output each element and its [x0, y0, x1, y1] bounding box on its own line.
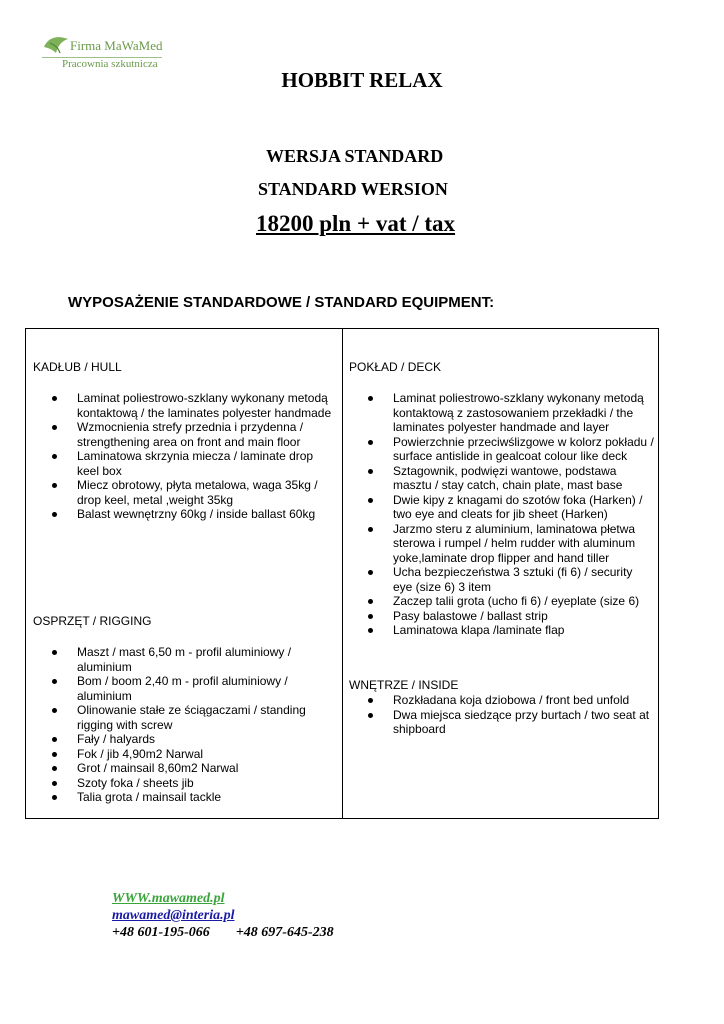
list-item: Talia grota / mainsail tackle [33, 790, 323, 805]
logo-subtitle: Pracownia szkutnicza [62, 58, 158, 70]
version-english: STANDARD WERSION [258, 179, 448, 199]
list-item: Sztagownik, podwięzi wantowe, podstawa masztu / stay catch, chain plate, mast base [349, 464, 655, 493]
version-polish: WERSJA STANDARD [266, 146, 444, 166]
list-item: Bom / boom 2,40 m - profil aluminiowy / aluminium [33, 674, 323, 703]
list-item: Ucha bezpieczeństwa 3 sztuki (fi 6) / security eye (size 6) 3 item [349, 565, 655, 594]
email-link[interactable]: mawamed@interia.pl [112, 908, 235, 923]
deck-list [349, 391, 655, 638]
list-item: Laminatowa klapa /laminate flap [349, 623, 655, 638]
inside-list [349, 693, 655, 737]
list-item: Laminat poliestrowo-szklany wykonany metodą kontaktową / the laminates polyester handmade [33, 391, 333, 420]
hull-heading: KADŁUB / HULL [33, 360, 122, 374]
hull-list [33, 391, 333, 522]
website-link[interactable]: WWW.mawamed.pl [112, 891, 225, 906]
phone-numbers [112, 925, 334, 941]
inside-heading: WNĘTRZE / INSIDE [349, 678, 459, 692]
list-item: Dwa miejsca siedzące przy burtach / two seat at shipboard [349, 708, 655, 737]
list-item: Grot / mainsail 8,60m2 Narwal [33, 761, 323, 776]
equipment-table [25, 328, 659, 819]
list-item: Fały / halyards [33, 732, 323, 747]
rigging-heading: OSPRZĘT / RIGGING [33, 614, 152, 628]
list-item: Pasy balastowe / ballast strip [349, 609, 655, 624]
company-logo [42, 33, 172, 73]
list-item: Powierzchnie przeciwślizgowe w kolorz pokładu / surface antislide in gealcoat colour like deck [349, 435, 655, 464]
deck-heading: POKŁAD / DECK [349, 360, 442, 374]
price: 18200 pln + vat / tax [256, 211, 456, 236]
list-item: Laminatowa skrzynia miecza / laminate drop keel box [33, 449, 333, 478]
list-item: Olinowanie stałe ze ściągaczami / standing rigging with screw [33, 703, 323, 732]
list-item: Rozkładana koja dziobowa / front bed unfold [349, 693, 655, 708]
list-item: Jarzmo steru z aluminium, laminatowa płetwa sterowa i rumpel / helm rudder with aluminum yoke,laminate drop flipper and hand tiller [349, 522, 655, 566]
list-item: Zaczep talii grota (ucho fi 6) / eyeplate (size 6) [349, 594, 655, 609]
logo-company-name: Firma MaWaMed [70, 38, 163, 53]
list-item: Balast wewnętrzny 60kg / inside ballast 60kg [33, 507, 333, 522]
list-item: Dwie kipy z knagami do szotów foka (Harken) / two eye and cleats for jib sheet (Harken) [349, 493, 655, 522]
list-item: Laminat poliestrowo-szklany wykonany metodą kontaktową z zastosowaniem przekładki / the laminates polyester handmade and layer [349, 391, 655, 435]
list-item: Miecz obrotowy, płyta metalowa, waga 35kg / drop keel, metal ,weight 35kg [33, 478, 333, 507]
list-item: Fok / jib 4,90m2 Narwal [33, 747, 323, 762]
page-title: HOBBIT RELAX [281, 68, 443, 92]
column-divider [342, 329, 343, 818]
phone-1: +48 601-195-066 [112, 925, 210, 940]
rigging-list [33, 645, 323, 805]
list-item: Maszt / mast 6,50 m - profil aluminiowy / aluminium [33, 645, 323, 674]
equipment-heading: WYPOSAŻENIE STANDARDOWE / STANDARD EQUIPMENT: [68, 294, 495, 311]
list-item: Wzmocnienia strefy przednia i przydenna / strengthening area on front and main floor [33, 420, 333, 449]
phone-2: +48 697-645-238 [235, 925, 334, 940]
leaf-logo-icon [42, 33, 72, 57]
list-item: Szoty foka / sheets jib [33, 776, 323, 791]
